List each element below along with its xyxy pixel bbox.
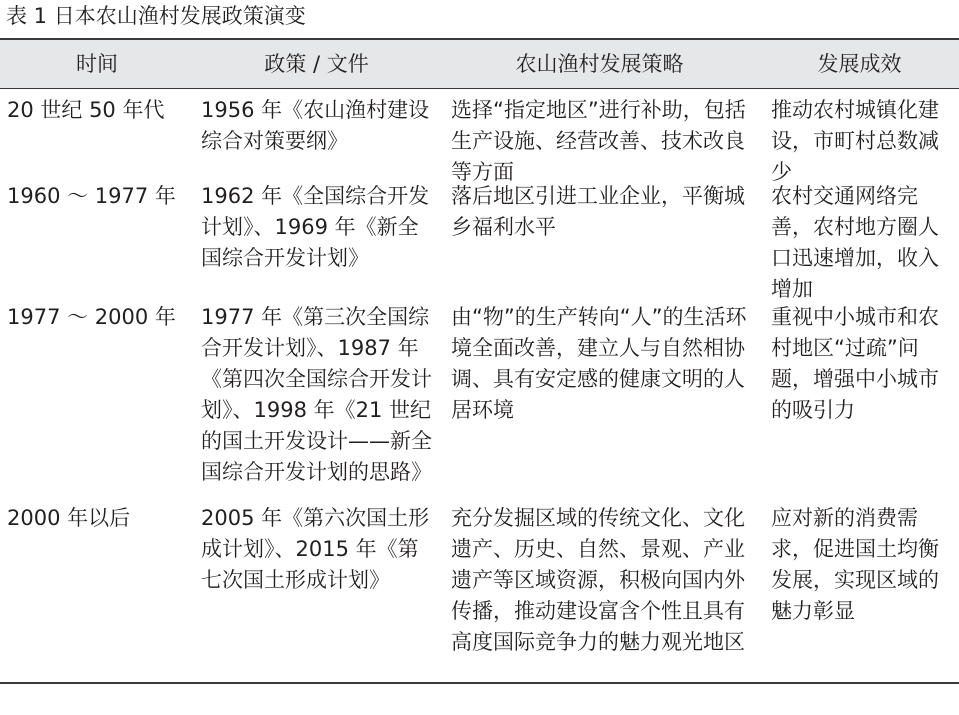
cell-policy: 2005 年《第六次国土形成计划》、2015 年《第七次国土形成计划》	[201, 506, 430, 592]
cell-period: 1977 ～ 2000 年	[7, 305, 176, 329]
policy-table	[0, 38, 959, 684]
table-bottom-rule	[0, 682, 959, 684]
header-strategy: 农山渔村发展策略	[515, 51, 684, 76]
header-period: 时间	[76, 51, 118, 76]
table-row	[0, 89, 959, 184]
cell-strategy: 充分发掘区域的传统文化、文化遗产、历史、自然、景观、产业遗产等区域资源，积极向国内外传播，推动建设富含个性且具有高度国际竞争力的魅力观光地区	[451, 506, 745, 654]
cell-result: 应对新的消费需求，促进国土均衡发展，实现区域的魅力彰显	[771, 506, 939, 623]
table-row	[0, 503, 959, 682]
cell-result: 农村交通网络完善，农村地方圈人口迅速增加，收入增加	[771, 184, 939, 301]
table-caption: 表 1 日本农山渔村发展政策演变	[6, 4, 306, 28]
table-header-row	[0, 40, 959, 89]
header-policy: 政策 / 文件	[264, 51, 369, 76]
cell-policy: 1956 年《农山渔村建设综合对策要纲》	[201, 98, 430, 153]
table-row	[0, 181, 959, 302]
cell-policy: 1977 年《第三次全国综合开发计划》、1987 年《第四次全国综合开发计划》、1998 年《21 世纪的国土开发设计——新全国综合开发计划的思路》	[201, 305, 432, 484]
cell-period: 20 世纪 50 年代	[7, 98, 165, 122]
cell-result: 推动农村城镇化建设，市町村总数减少	[771, 98, 939, 184]
cell-period: 1960 ～ 1977 年	[7, 184, 176, 208]
cell-strategy: 选择“指定地区”进行补助，包括生产设施、经营改善、技术改良等方面	[451, 98, 746, 184]
cell-result: 重视中小城市和农村地区“过疏”问题，增强中小城市的吸引力	[771, 305, 939, 422]
header-result: 发展成效	[817, 51, 902, 76]
cell-period: 2000 年以后	[7, 506, 131, 530]
table-row	[0, 302, 959, 503]
cell-policy: 1962 年《全国综合开发计划》、1969 年《新全国综合开发计划》	[201, 184, 430, 270]
cell-strategy: 落后地区引进工业企业，平衡城乡福利水平	[451, 184, 745, 239]
cell-strategy: 由“物”的生产转向“人”的生活环境全面改善，建立人与自然相协调、具有安定感的健康文明的人居环境	[451, 305, 747, 422]
